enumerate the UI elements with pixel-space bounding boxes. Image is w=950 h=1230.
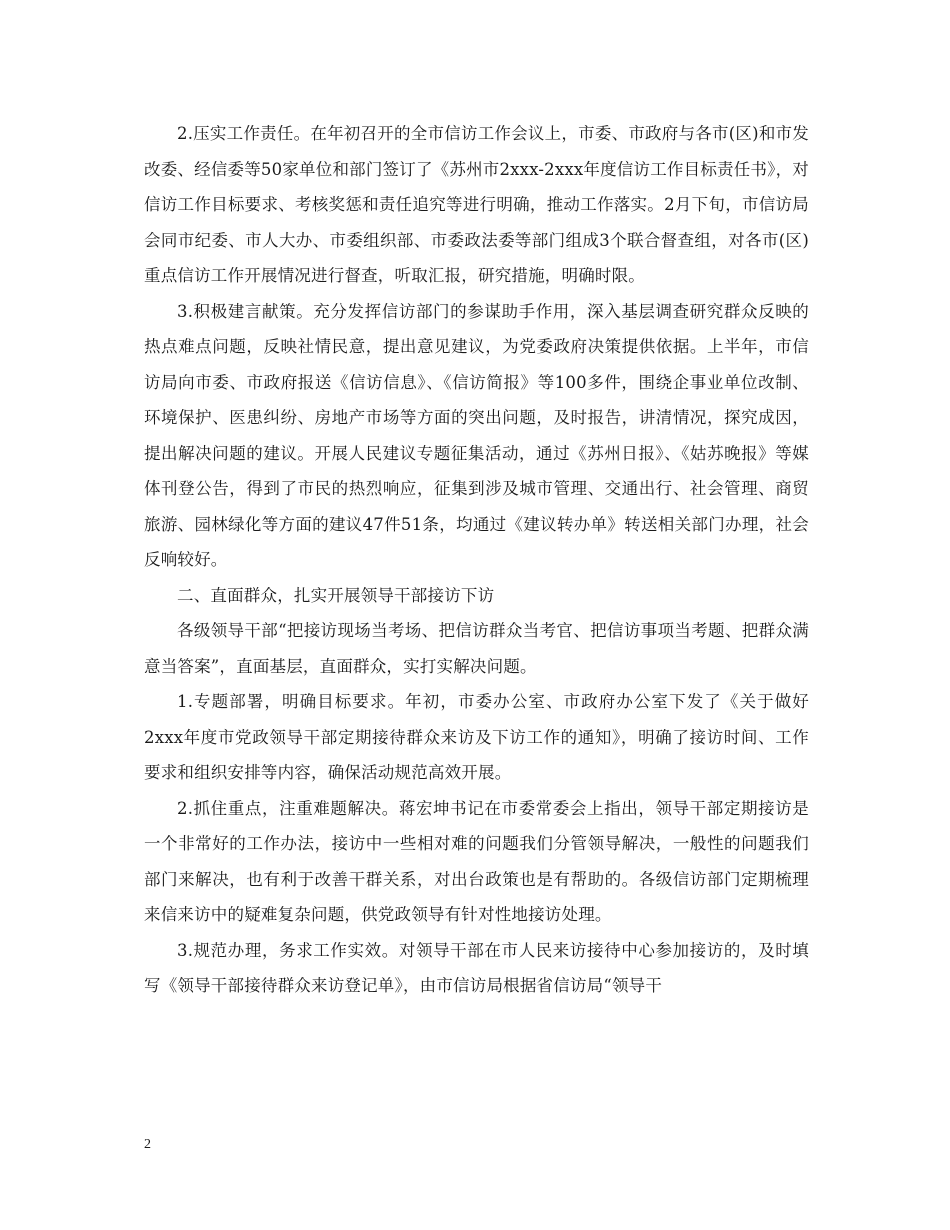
page-number: 2 [144,1137,151,1152]
section-heading-leader-visits: 二、直面群众，扎实开展领导干部接访下访 [177,585,495,605]
paragraph-standard-handling: 3.规范办理，务求工作实效。对领导干部在市人民来访接待中心参加接访的，及时填写《领导干部接待群众来访登记单》，由市信访局根据省信访局“领导干 [144,940,809,995]
document-body [144,116,809,1004]
paragraph-suggestions: 3.积极建言献策。充分发挥信访部门的参谋助手作用，深入基层调查研究群众反映的热点难点问题，反映社情民意，提出意见建议，为党委政府决策提供依据。上半年，市信访局向市委、市政府报送《信访信息》、《信访简报》等100多件，围绕企事业单位改制、环境保护、医患纠纷、房地产市场等方面的突出问题，及时报告，讲清情况，探究成因，提出解决问题的建议。开展人民建议专题征集活动，通过《苏州日报》、《姑苏晚报》等媒体刊登公告，得到了市民的热烈响应，征集到涉及城市管理、交通出行、社会管理、商贸旅游、园林绿化等方面的建议47件51条，均通过《建议转办单》转送相关部门办理，社会反响较好。 [144,301,809,569]
paragraph-leaders-intro: 各级领导干部“把接访现场当考场、把信访群众当考官、把信访事项当考题、把群众满意当答案”，直面基层，直面群众，实打实解决问题。 [144,621,809,676]
paragraph-work-responsibility: 2.压实工作责任。在年初召开的全市信访工作会议上，市委、市政府与各市(区)和市发改委、经信委等50家单位和部门签订了《苏州市2xxx-2xxx年度信访工作目标责任书》，对信访工作目标要求、考核奖惩和责任追究等进行明确，推动工作落实。2月下旬，市信访局会同市纪委、市人大办、市委组织部、市委政法委等部门组成3个联合督查组，对各市(区)重点信访工作开展情况进行督查，听取汇报，研究措施，明确时限。 [144,124,809,285]
paragraph-key-problems: 2.抓住重点，注重难题解决。蒋宏坤书记在市委常委会上指出，领导干部定期接访是一个非常好的工作办法，接访中一些相对难的问题我们分管领导解决，一般性的问题我们部门来解决，也有利于改善干群关系，对出台政策也是有帮助的。各级信访部门定期梳理来信来访中的疑难复杂问题，供党政领导有针对性地接访处理。 [144,798,809,924]
paragraph-special-deployment: 1.专题部署，明确目标要求。年初，市委办公室、市政府办公室下发了《关于做好2xxx年度市党政领导干部定期接待群众来访及下访工作的通知》，明确了接访时间、工作要求和组织安排等内容，确保活动规范高效开展。 [144,692,809,782]
